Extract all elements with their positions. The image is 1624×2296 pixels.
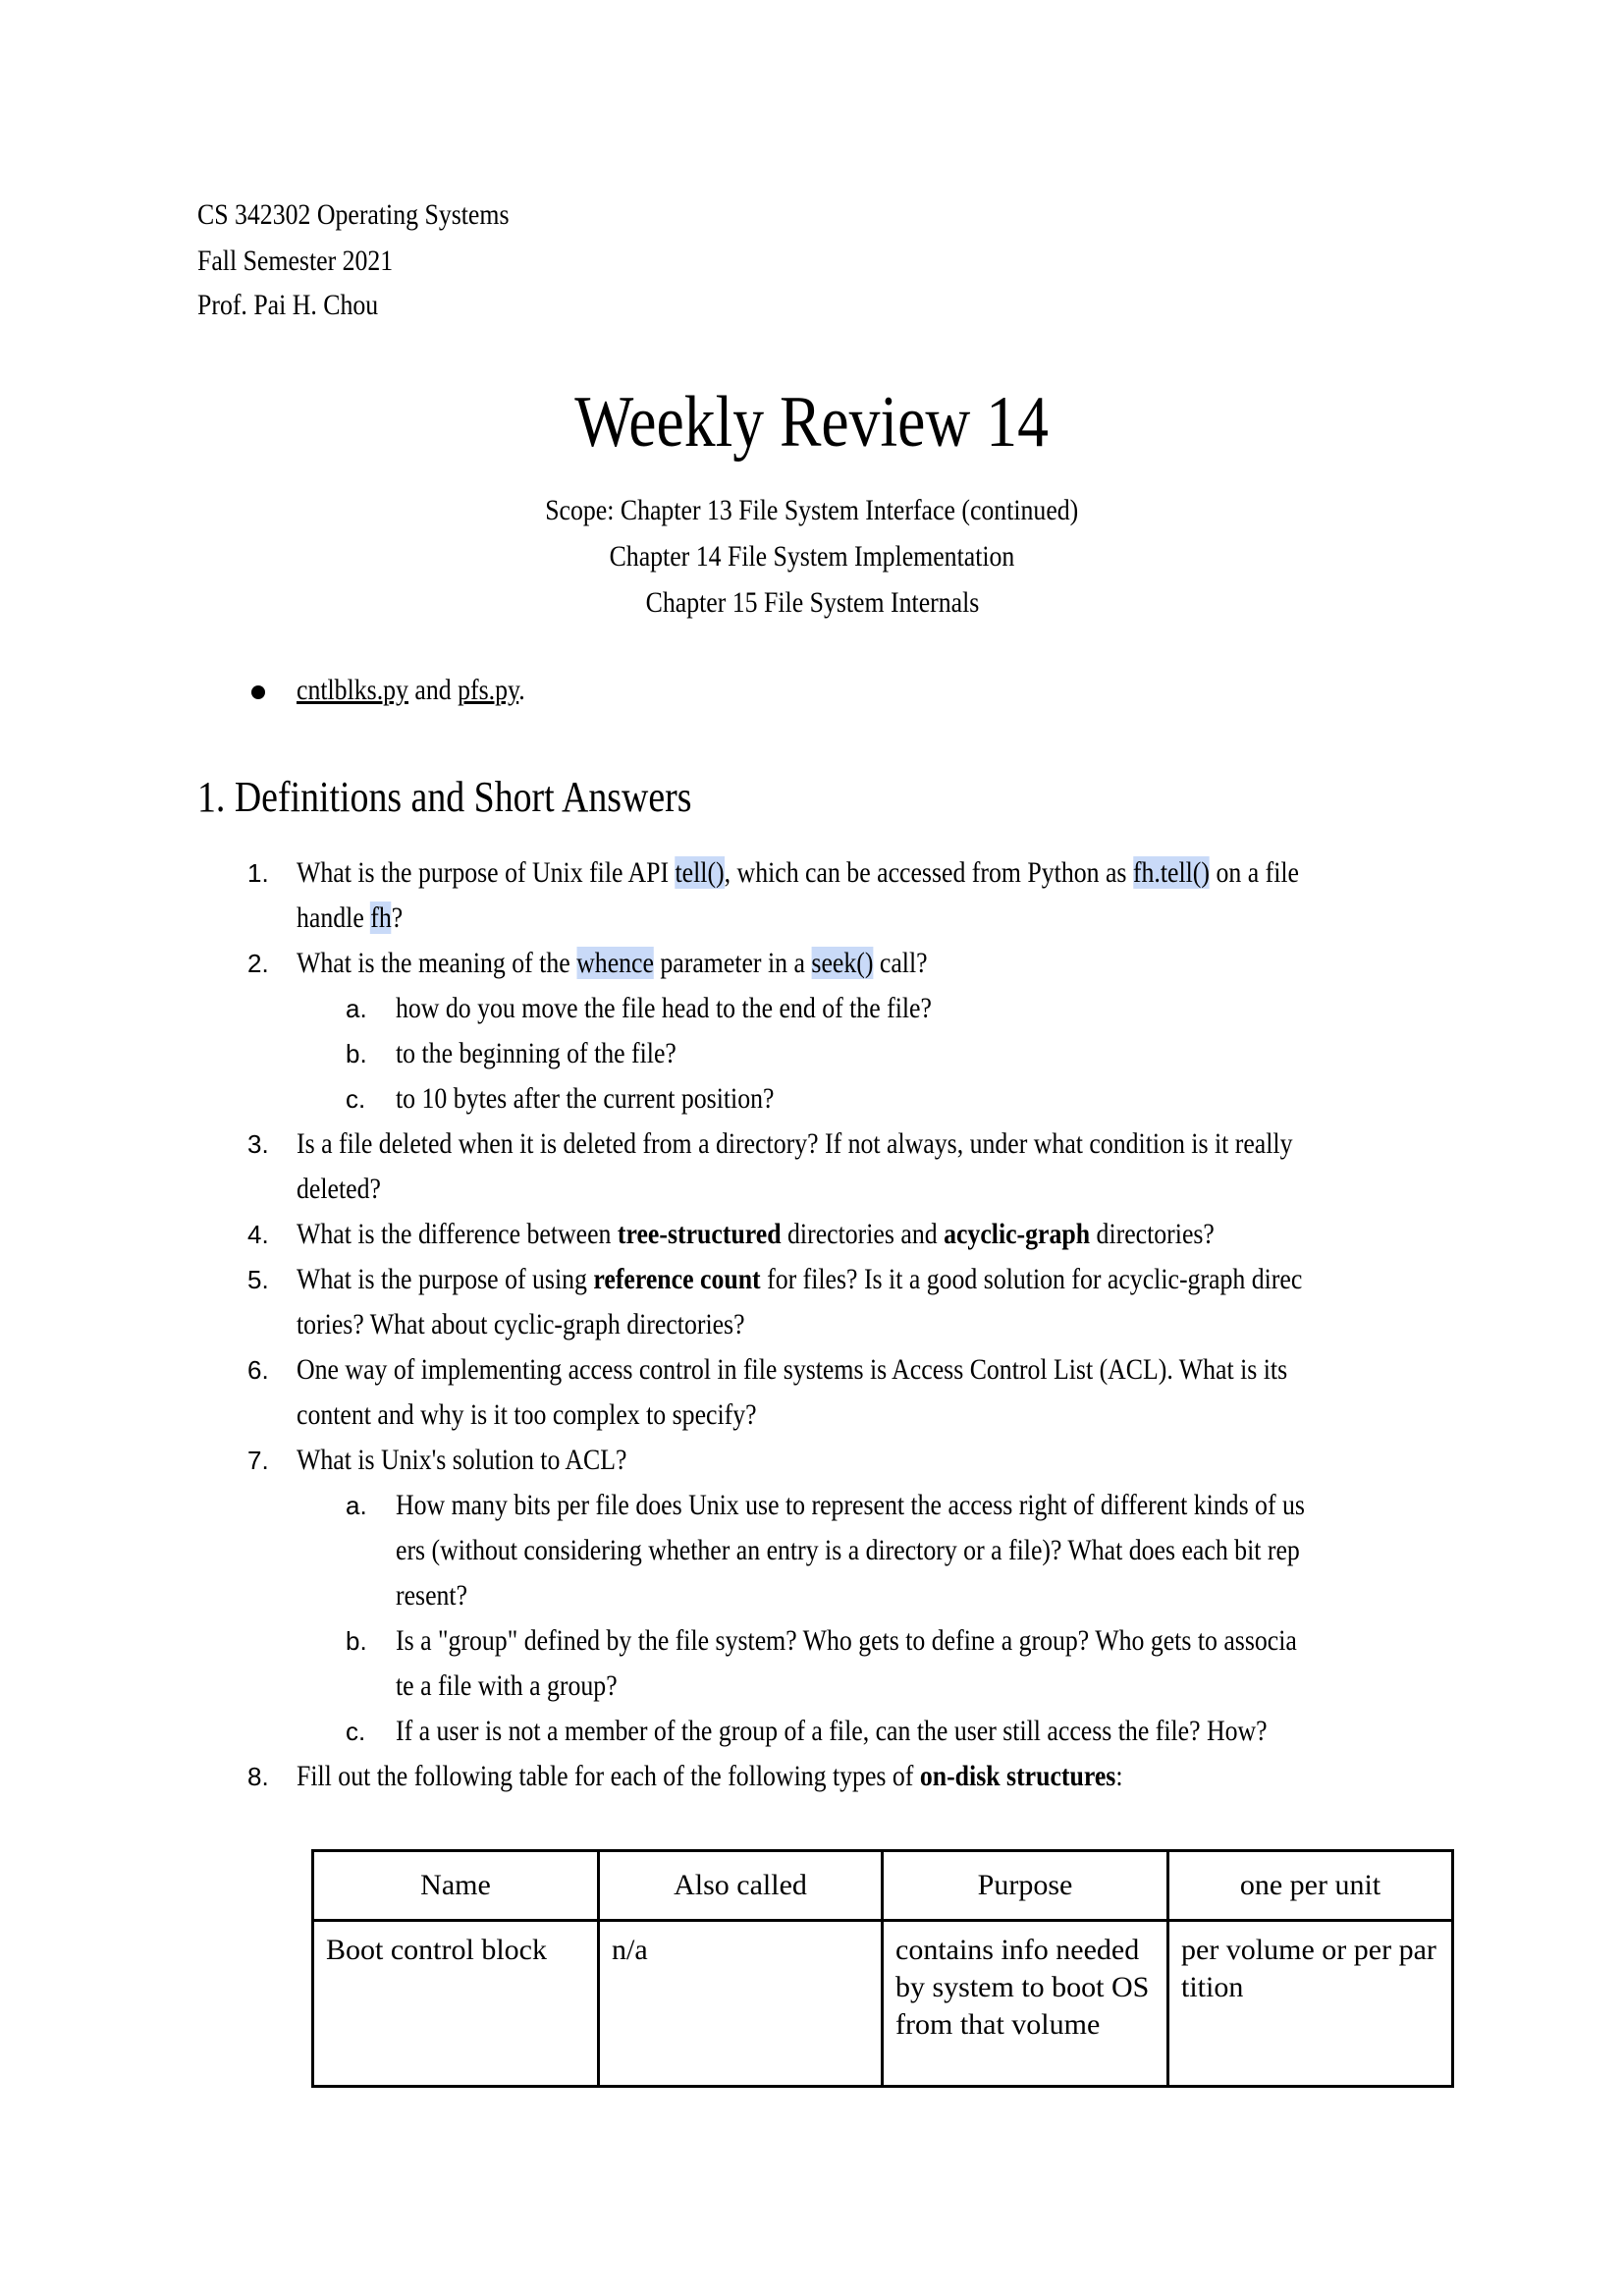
question-text: on a file <box>1209 856 1299 889</box>
pfs-link[interactable]: pfs.py <box>458 674 519 706</box>
table-header: Purpose <box>883 1851 1168 1921</box>
table-header-row <box>313 1851 1453 1921</box>
question-text: for files? Is it a good solution for acyclic-graph direc <box>760 1263 1303 1295</box>
question-text: parameter in a <box>653 947 812 979</box>
list-marker: 6. <box>247 1355 269 1385</box>
professor: Prof. Pai H. Chou <box>197 289 379 321</box>
table-row <box>313 1921 1453 2087</box>
list-marker: c. <box>346 1084 366 1114</box>
question-text: directories and <box>781 1218 945 1250</box>
list-marker: a. <box>346 994 367 1023</box>
bullet-item <box>297 674 563 707</box>
question-line <box>297 1438 680 1483</box>
question-line <box>297 1393 832 1438</box>
list-marker: b. <box>346 1039 367 1068</box>
table-cell: n/a <box>599 1921 883 2087</box>
question-text: Fill out the following table for each of the following types of <box>297 1760 920 1792</box>
bullet-icon <box>251 685 265 699</box>
question-text: If a user is not a member of the group of a file, can the user still access the file? How? <box>396 1715 1268 1747</box>
question-text: to 10 bytes after the current position? <box>396 1082 775 1115</box>
question-text: handle <box>297 902 371 934</box>
table-cell: contains info needed by system to boot OS from that volume <box>883 1921 1168 2087</box>
question-text: Is a "group" defined by the file system? Who gets to define a group? Who gets to associa <box>396 1624 1297 1657</box>
question-text: What is the difference between <box>297 1218 618 1250</box>
question-line <box>297 941 1030 986</box>
question-text: What is the purpose of Unix file API <box>297 856 676 889</box>
table-header: Also called <box>599 1851 883 1921</box>
table-cell: per volume or per partition <box>1168 1921 1453 2087</box>
question-text: How many bits per file does Unix use to represent the access right of different kinds of us <box>396 1489 1305 1521</box>
question-text: to the beginning of the file? <box>396 1037 677 1069</box>
question-text: deleted? <box>297 1173 381 1205</box>
scope-line: Chapter 14 File System Implementation <box>609 540 1015 573</box>
question-line <box>297 1167 395 1212</box>
table-header: Name <box>313 1851 599 1921</box>
question-text: ? <box>391 902 404 934</box>
bullet-text: and <box>407 674 459 706</box>
question-text: ers (without considering whether an entry is a directory or a file)? What does each bit rep <box>396 1534 1300 1566</box>
question-text: What is the meaning of the <box>297 947 577 979</box>
question-line <box>396 1618 1443 1664</box>
highlighted-term: fh.tell() <box>1132 856 1210 889</box>
list-marker: 5. <box>247 1265 269 1294</box>
question-line <box>297 896 420 941</box>
list-marker: 7. <box>247 1446 269 1475</box>
question-text: What is Unix's solution to ACL? <box>297 1444 627 1476</box>
section-heading: 1. Definitions and Short Answers <box>197 773 692 821</box>
table-header: one per unit <box>1168 1851 1453 1921</box>
question-line <box>297 1121 1455 1167</box>
question-line <box>297 1347 1448 1393</box>
bold-term: reference count <box>593 1263 761 1295</box>
question-line <box>297 1302 818 1347</box>
list-marker: 8. <box>247 1762 269 1791</box>
question-text: resent? <box>396 1579 468 1612</box>
question-text: directories? <box>1090 1218 1215 1250</box>
question-text: te a file with a group? <box>396 1669 618 1702</box>
question-line <box>396 1664 653 1709</box>
question-text: One way of implementing access control in file systems is Access Control List (ACL). What is its <box>297 1353 1288 1386</box>
table-cell: Boot control block <box>313 1921 599 2087</box>
question-line <box>396 1709 1409 1754</box>
list-marker: 2. <box>247 949 269 978</box>
course-name: CS 342302 Operating Systems <box>197 198 510 231</box>
question-text: : <box>1115 1760 1123 1792</box>
question-line <box>396 986 1019 1031</box>
list-marker: 1. <box>247 858 269 888</box>
cntlblks-link[interactable]: cntlblks.py <box>297 674 408 706</box>
question-text: tories? What about cyclic-graph directories? <box>297 1308 745 1340</box>
question-line <box>297 1754 1258 1799</box>
question-line <box>396 1573 479 1618</box>
highlighted-term: fh <box>370 902 392 934</box>
list-marker: a. <box>346 1491 367 1520</box>
scope-line: Chapter 15 File System Internals <box>645 586 979 619</box>
question-text: call? <box>873 947 928 979</box>
semester: Fall Semester 2021 <box>197 245 394 277</box>
question-line <box>396 1528 1447 1573</box>
question-line <box>297 850 1462 896</box>
question-text: Is a file deleted when it is deleted from a directory? If not always, under what condition is it really <box>297 1127 1293 1160</box>
question-text: , which can be accessed from Python as <box>724 856 1133 889</box>
list-marker: c. <box>346 1717 366 1746</box>
page-title: Weekly Review 14 <box>574 382 1050 463</box>
list-marker: b. <box>346 1626 367 1656</box>
highlighted-term: tell() <box>675 856 725 889</box>
question-text: What is the purpose of using <box>297 1263 594 1295</box>
question-line <box>297 1212 1364 1257</box>
list-marker: 3. <box>247 1129 269 1159</box>
list-marker: 4. <box>247 1220 269 1249</box>
bold-term: tree-structured <box>617 1218 782 1250</box>
question-text: how do you move the file head to the end of the file? <box>396 992 932 1024</box>
question-text: content and why is it too complex to specify? <box>297 1398 757 1431</box>
question-line <box>396 1076 836 1121</box>
highlighted-term: whence <box>576 947 654 979</box>
question-line <box>396 1031 722 1076</box>
scope-line: Scope: Chapter 13 File System Interface (continued) <box>545 494 1079 526</box>
bullet-text: . <box>518 674 525 706</box>
question-line <box>396 1483 1453 1528</box>
highlighted-term: seek() <box>811 947 874 979</box>
bold-term: on-disk structures <box>919 1760 1116 1792</box>
bold-term: acyclic-graph <box>944 1218 1091 1250</box>
on-disk-structures-table <box>311 1849 1454 2088</box>
question-line <box>297 1257 1466 1302</box>
